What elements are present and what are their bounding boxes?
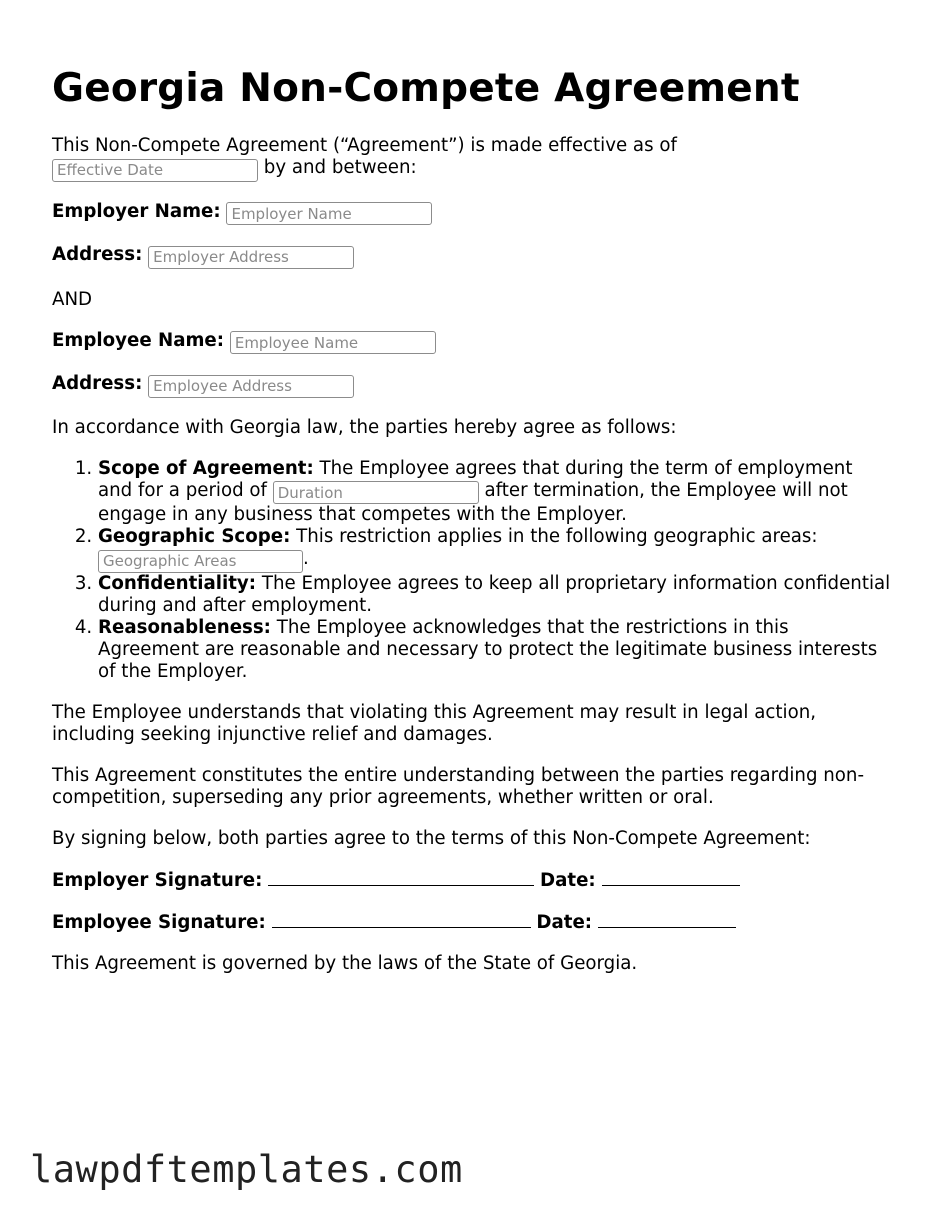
watermark: lawpdftemplates.com: [30, 1148, 463, 1191]
employee-name-input[interactable]: [230, 331, 436, 354]
and-text: AND: [52, 288, 93, 310]
employer-date-line[interactable]: [602, 869, 740, 886]
employer-name-row: [52, 201, 892, 226]
governed-paragraph: This Agreement is governed by the laws of the State of Georgia.: [52, 952, 638, 974]
geographic-areas-input[interactable]: [98, 550, 303, 573]
duration-input[interactable]: [273, 481, 479, 504]
employee-address-row: [52, 373, 892, 398]
employee-name-label: Employee Name:: [52, 329, 225, 351]
clause-title: Reasonableness:: [98, 616, 271, 638]
signing-paragraph: By signing below, both parties agree to the terms of this Non-Compete Agreement:: [52, 827, 811, 849]
clause-text: The Employee agrees to keep all proprietary information confidential during and after employment.: [98, 572, 891, 616]
clause-title: Confidentiality:: [98, 572, 257, 594]
employee-date-label: Date:: [536, 911, 593, 933]
intro-text-after: by and between:: [258, 157, 417, 178]
employer-date-label: Date:: [540, 869, 596, 891]
employee-address-label: Address:: [52, 373, 143, 394]
employee-date-line[interactable]: [598, 911, 736, 928]
employer-address-label: Address:: [52, 244, 143, 265]
clause-scope: [98, 458, 892, 527]
employer-name-label: Employer Name:: [52, 200, 221, 222]
effective-date-input[interactable]: [52, 159, 258, 182]
employer-signature-row: [52, 869, 892, 892]
clause-text: This restriction applies in the following geographic areas:: [290, 526, 818, 547]
employer-signature-label: Employer Signature:: [52, 869, 263, 891]
clause-confidentiality: [98, 573, 892, 617]
intro-paragraph: [52, 135, 892, 182]
employee-address-input[interactable]: [148, 375, 354, 398]
document-page: [52, 0, 892, 975]
entire-agreement-paragraph: This Agreement constitutes the entire understanding between the parties regarding non-competition, superseding any prior agreements, whether written or oral.: [52, 764, 865, 808]
employee-signature-row: [52, 911, 892, 934]
clause-title: Scope of Agreement:: [98, 457, 314, 479]
clause-text: The Employee agrees that during the term of employment and for a period of: [98, 457, 853, 501]
accordance-paragraph: In accordance with Georgia law, the parties hereby agree as follows:: [52, 416, 677, 438]
clause-text: after termination, the Employee will not engage in any business that competes with the Employer.: [98, 479, 848, 525]
clause-reasonableness: [98, 617, 892, 683]
clause-geographic: [98, 526, 892, 573]
employee-name-row: [52, 330, 892, 355]
employer-signature-line[interactable]: [268, 869, 534, 886]
clause-list: [52, 458, 892, 683]
clause-text: The Employee acknowledges that the restrictions in this Agreement are reasonable and necessary to protect the legitimate business interests of the Employer.: [98, 616, 878, 682]
employee-signature-line[interactable]: [272, 911, 531, 928]
clause-text: .: [303, 548, 309, 569]
document-title: Georgia Non-Compete Agreement: [52, 66, 800, 111]
employer-address-row: [52, 244, 892, 269]
violation-paragraph: The Employee understands that violating this Agreement may result in legal action, including seeking injunctive relief and damages.: [52, 701, 816, 745]
employee-signature-label: Employee Signature:: [52, 911, 266, 933]
intro-text: This Non-Compete Agreement (“Agreement”) is made effective as of: [52, 135, 677, 156]
employer-address-input[interactable]: [148, 246, 354, 269]
clause-title: Geographic Scope:: [98, 526, 291, 547]
employer-name-input[interactable]: [226, 202, 432, 225]
